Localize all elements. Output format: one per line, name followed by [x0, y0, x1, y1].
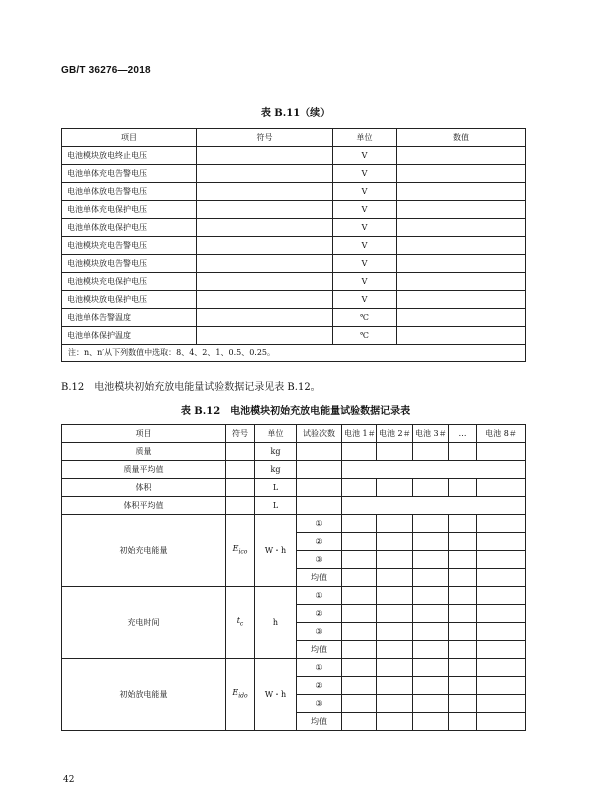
- data-cell: [413, 533, 449, 551]
- symbol-main: E: [232, 687, 239, 697]
- group-item: 初始放电能量: [62, 659, 226, 731]
- row-symbol: [197, 273, 333, 291]
- row-unit: kg: [255, 443, 297, 461]
- table-row: [62, 147, 526, 165]
- data-cell: [477, 533, 526, 551]
- symbol-main: E: [232, 543, 239, 553]
- row-item: 电池单体告警温度: [62, 309, 197, 327]
- row-symbol: [197, 309, 333, 327]
- row-trial: [297, 443, 342, 461]
- row-unit: V: [333, 273, 397, 291]
- table-b12-caption: 表 B.12 电池模块初始充放电能量试验数据记录表: [180, 406, 411, 417]
- row-item: 体积: [62, 479, 226, 497]
- group-symbol: [226, 587, 255, 659]
- trial-label: ③: [297, 551, 342, 569]
- row-value: [397, 147, 526, 165]
- row-unit: V: [333, 183, 397, 201]
- table-b11: [61, 128, 526, 362]
- row-trial: [297, 461, 342, 479]
- row-unit: V: [333, 147, 397, 165]
- row-item: 电池模块放电告警电压: [62, 255, 197, 273]
- data-cell: [477, 677, 526, 695]
- data-cell: [477, 479, 526, 497]
- row-unit: V: [333, 219, 397, 237]
- data-cell: [449, 659, 477, 677]
- data-cell: [449, 695, 477, 713]
- row-value: [397, 255, 526, 273]
- data-cell: [342, 569, 377, 587]
- data-cell: [413, 677, 449, 695]
- data-cell: [342, 587, 377, 605]
- data-cell: [413, 443, 449, 461]
- data-cell: [449, 479, 477, 497]
- data-cell: [449, 641, 477, 659]
- row-unit: L: [255, 497, 297, 515]
- data-cell: [449, 677, 477, 695]
- table-row: [62, 659, 526, 677]
- data-cell: [377, 695, 413, 713]
- group-unit: h: [255, 587, 297, 659]
- row-value: [397, 327, 526, 345]
- trial-label: 均值: [297, 713, 342, 731]
- col-header: 电池 1＃: [342, 425, 377, 443]
- table-b11-body: [62, 147, 526, 362]
- data-cell: [377, 587, 413, 605]
- table-b12-body: [62, 443, 526, 731]
- data-cell: [377, 605, 413, 623]
- row-value: [397, 219, 526, 237]
- trial-label: ①: [297, 659, 342, 677]
- data-cell: [377, 713, 413, 731]
- group-item: 充电时间: [62, 587, 226, 659]
- row-symbol: [197, 237, 333, 255]
- table-row: [62, 201, 526, 219]
- table-row: [62, 327, 526, 345]
- data-cell: [413, 623, 449, 641]
- data-cell: [449, 443, 477, 461]
- col-header: 试验次数: [297, 425, 342, 443]
- data-cell: [342, 443, 377, 461]
- row-symbol: [197, 183, 333, 201]
- row-value: [397, 291, 526, 309]
- data-cell-merged: [342, 461, 526, 479]
- col-header: 电池 2＃: [377, 425, 413, 443]
- row-unit: V: [333, 291, 397, 309]
- row-item: 电池单体保护温度: [62, 327, 197, 345]
- table-row: [62, 461, 526, 479]
- row-value: [397, 201, 526, 219]
- data-cell: [413, 641, 449, 659]
- table-row: [62, 497, 526, 515]
- table-row: [62, 255, 526, 273]
- trial-label: ①: [297, 587, 342, 605]
- row-item: 电池单体放电告警电压: [62, 183, 197, 201]
- table-b12-header: [62, 425, 526, 443]
- row-item: 电池模块充电保护电压: [62, 273, 197, 291]
- row-value: [397, 237, 526, 255]
- col-header: 电池 3＃: [413, 425, 449, 443]
- row-symbol: [226, 497, 255, 515]
- data-cell: [449, 533, 477, 551]
- group-unit: W・h: [255, 659, 297, 731]
- table-row: [62, 309, 526, 327]
- section-b12-text: B.12 电池模块初始充放电能量试验数据记录见表 B.12。: [61, 382, 321, 393]
- data-cell-merged: [342, 497, 526, 515]
- data-cell: [477, 641, 526, 659]
- row-value: [397, 165, 526, 183]
- data-cell: [342, 623, 377, 641]
- row-item: 电池模块充电告警电压: [62, 237, 197, 255]
- trial-label: ③: [297, 623, 342, 641]
- table-b11-header: [62, 129, 526, 147]
- row-symbol: [197, 291, 333, 309]
- row-trial: [297, 497, 342, 515]
- data-cell: [342, 533, 377, 551]
- row-symbol: [226, 461, 255, 479]
- col-header-unit: 单位: [333, 129, 397, 147]
- data-cell: [377, 659, 413, 677]
- col-header-value: 数值: [397, 129, 526, 147]
- data-cell: [413, 551, 449, 569]
- table-row: [62, 515, 526, 533]
- data-cell: [449, 587, 477, 605]
- row-symbol: [197, 165, 333, 183]
- col-header-symbol: 符号: [197, 129, 333, 147]
- page-number: 42: [63, 775, 75, 785]
- data-cell: [477, 587, 526, 605]
- data-cell: [342, 515, 377, 533]
- trial-label: ②: [297, 533, 342, 551]
- group-symbol: [226, 659, 255, 731]
- data-cell: [477, 695, 526, 713]
- table-row: [62, 587, 526, 605]
- table-note: 注：n、n′从下列数值中选取：8、4、2、1、0.5、0.25。: [62, 345, 526, 362]
- trial-label: 均值: [297, 641, 342, 659]
- row-item: 体积平均值: [62, 497, 226, 515]
- data-cell: [377, 479, 413, 497]
- col-header: 单位: [255, 425, 297, 443]
- data-cell: [377, 551, 413, 569]
- row-unit: ℃: [333, 327, 397, 345]
- row-value: [397, 273, 526, 291]
- data-cell: [377, 641, 413, 659]
- data-cell: [413, 515, 449, 533]
- data-cell: [449, 623, 477, 641]
- table-row: [62, 443, 526, 461]
- table-row: [62, 237, 526, 255]
- data-cell: [449, 569, 477, 587]
- symbol-subscript: ico: [238, 548, 248, 556]
- data-cell: [342, 551, 377, 569]
- symbol-main: t: [236, 615, 240, 625]
- data-cell: [342, 641, 377, 659]
- data-cell: [377, 515, 413, 533]
- data-cell: [413, 569, 449, 587]
- table-row: [62, 273, 526, 291]
- data-cell: [377, 623, 413, 641]
- row-unit: L: [255, 479, 297, 497]
- row-trial: [297, 479, 342, 497]
- data-cell: [377, 443, 413, 461]
- data-cell: [413, 587, 449, 605]
- table-row: [62, 219, 526, 237]
- row-unit: ℃: [333, 309, 397, 327]
- row-symbol: [226, 479, 255, 497]
- data-cell: [413, 605, 449, 623]
- table-b12: [61, 424, 526, 731]
- row-symbol: [197, 147, 333, 165]
- table-row: [62, 479, 526, 497]
- trial-label: 均值: [297, 569, 342, 587]
- trial-label: ③: [297, 695, 342, 713]
- row-item: 质量: [62, 443, 226, 461]
- row-symbol: [197, 219, 333, 237]
- trial-label: ②: [297, 677, 342, 695]
- row-item: 质量平均值: [62, 461, 226, 479]
- data-cell: [477, 605, 526, 623]
- data-cell: [449, 713, 477, 731]
- row-symbol: [197, 327, 333, 345]
- symbol-subscript: c: [239, 620, 244, 628]
- row-item: 电池单体放电保护电压: [62, 219, 197, 237]
- data-cell: [449, 605, 477, 623]
- table-b11-caption: 表 B.11（续）: [260, 108, 331, 119]
- row-item: 电池模块放电终止电压: [62, 147, 197, 165]
- data-cell: [377, 533, 413, 551]
- row-value: [397, 309, 526, 327]
- col-header: …: [449, 425, 477, 443]
- row-value: [397, 183, 526, 201]
- data-cell: [342, 695, 377, 713]
- data-cell: [477, 569, 526, 587]
- data-cell: [413, 713, 449, 731]
- col-header: 符号: [226, 425, 255, 443]
- row-item: 电池模块放电保护电压: [62, 291, 197, 309]
- data-cell: [342, 605, 377, 623]
- group-symbol: [226, 515, 255, 587]
- row-unit: V: [333, 201, 397, 219]
- row-unit: kg: [255, 461, 297, 479]
- row-item: 电池单体充电告警电压: [62, 165, 197, 183]
- data-cell: [477, 623, 526, 641]
- table-row: [62, 165, 526, 183]
- row-unit: V: [333, 255, 397, 273]
- trial-label: ①: [297, 515, 342, 533]
- data-cell: [342, 677, 377, 695]
- row-item: 电池单体充电保护电压: [62, 201, 197, 219]
- col-header: 电池 8＃: [477, 425, 526, 443]
- row-symbol: [197, 255, 333, 273]
- data-cell: [477, 713, 526, 731]
- table-row: [62, 183, 526, 201]
- data-cell: [477, 443, 526, 461]
- table-row: [62, 291, 526, 309]
- standard-code: GB/T 36276—2018: [61, 65, 151, 76]
- data-cell: [477, 515, 526, 533]
- data-cell: [477, 551, 526, 569]
- data-cell: [377, 569, 413, 587]
- group-item: 初始充电能量: [62, 515, 226, 587]
- row-symbol: [197, 201, 333, 219]
- data-cell: [342, 713, 377, 731]
- data-cell: [377, 677, 413, 695]
- data-cell: [449, 551, 477, 569]
- row-unit: V: [333, 165, 397, 183]
- data-cell: [342, 659, 377, 677]
- col-header: 项目: [62, 425, 226, 443]
- data-cell: [342, 479, 377, 497]
- group-unit: W・h: [255, 515, 297, 587]
- data-cell: [413, 695, 449, 713]
- trial-label: ②: [297, 605, 342, 623]
- table-note-row: [62, 345, 526, 362]
- col-header-item: 项目: [62, 129, 197, 147]
- row-symbol: [226, 443, 255, 461]
- data-cell: [413, 479, 449, 497]
- row-unit: V: [333, 237, 397, 255]
- data-cell: [413, 659, 449, 677]
- data-cell: [477, 659, 526, 677]
- symbol-subscript: ido: [238, 692, 248, 700]
- data-cell: [449, 515, 477, 533]
